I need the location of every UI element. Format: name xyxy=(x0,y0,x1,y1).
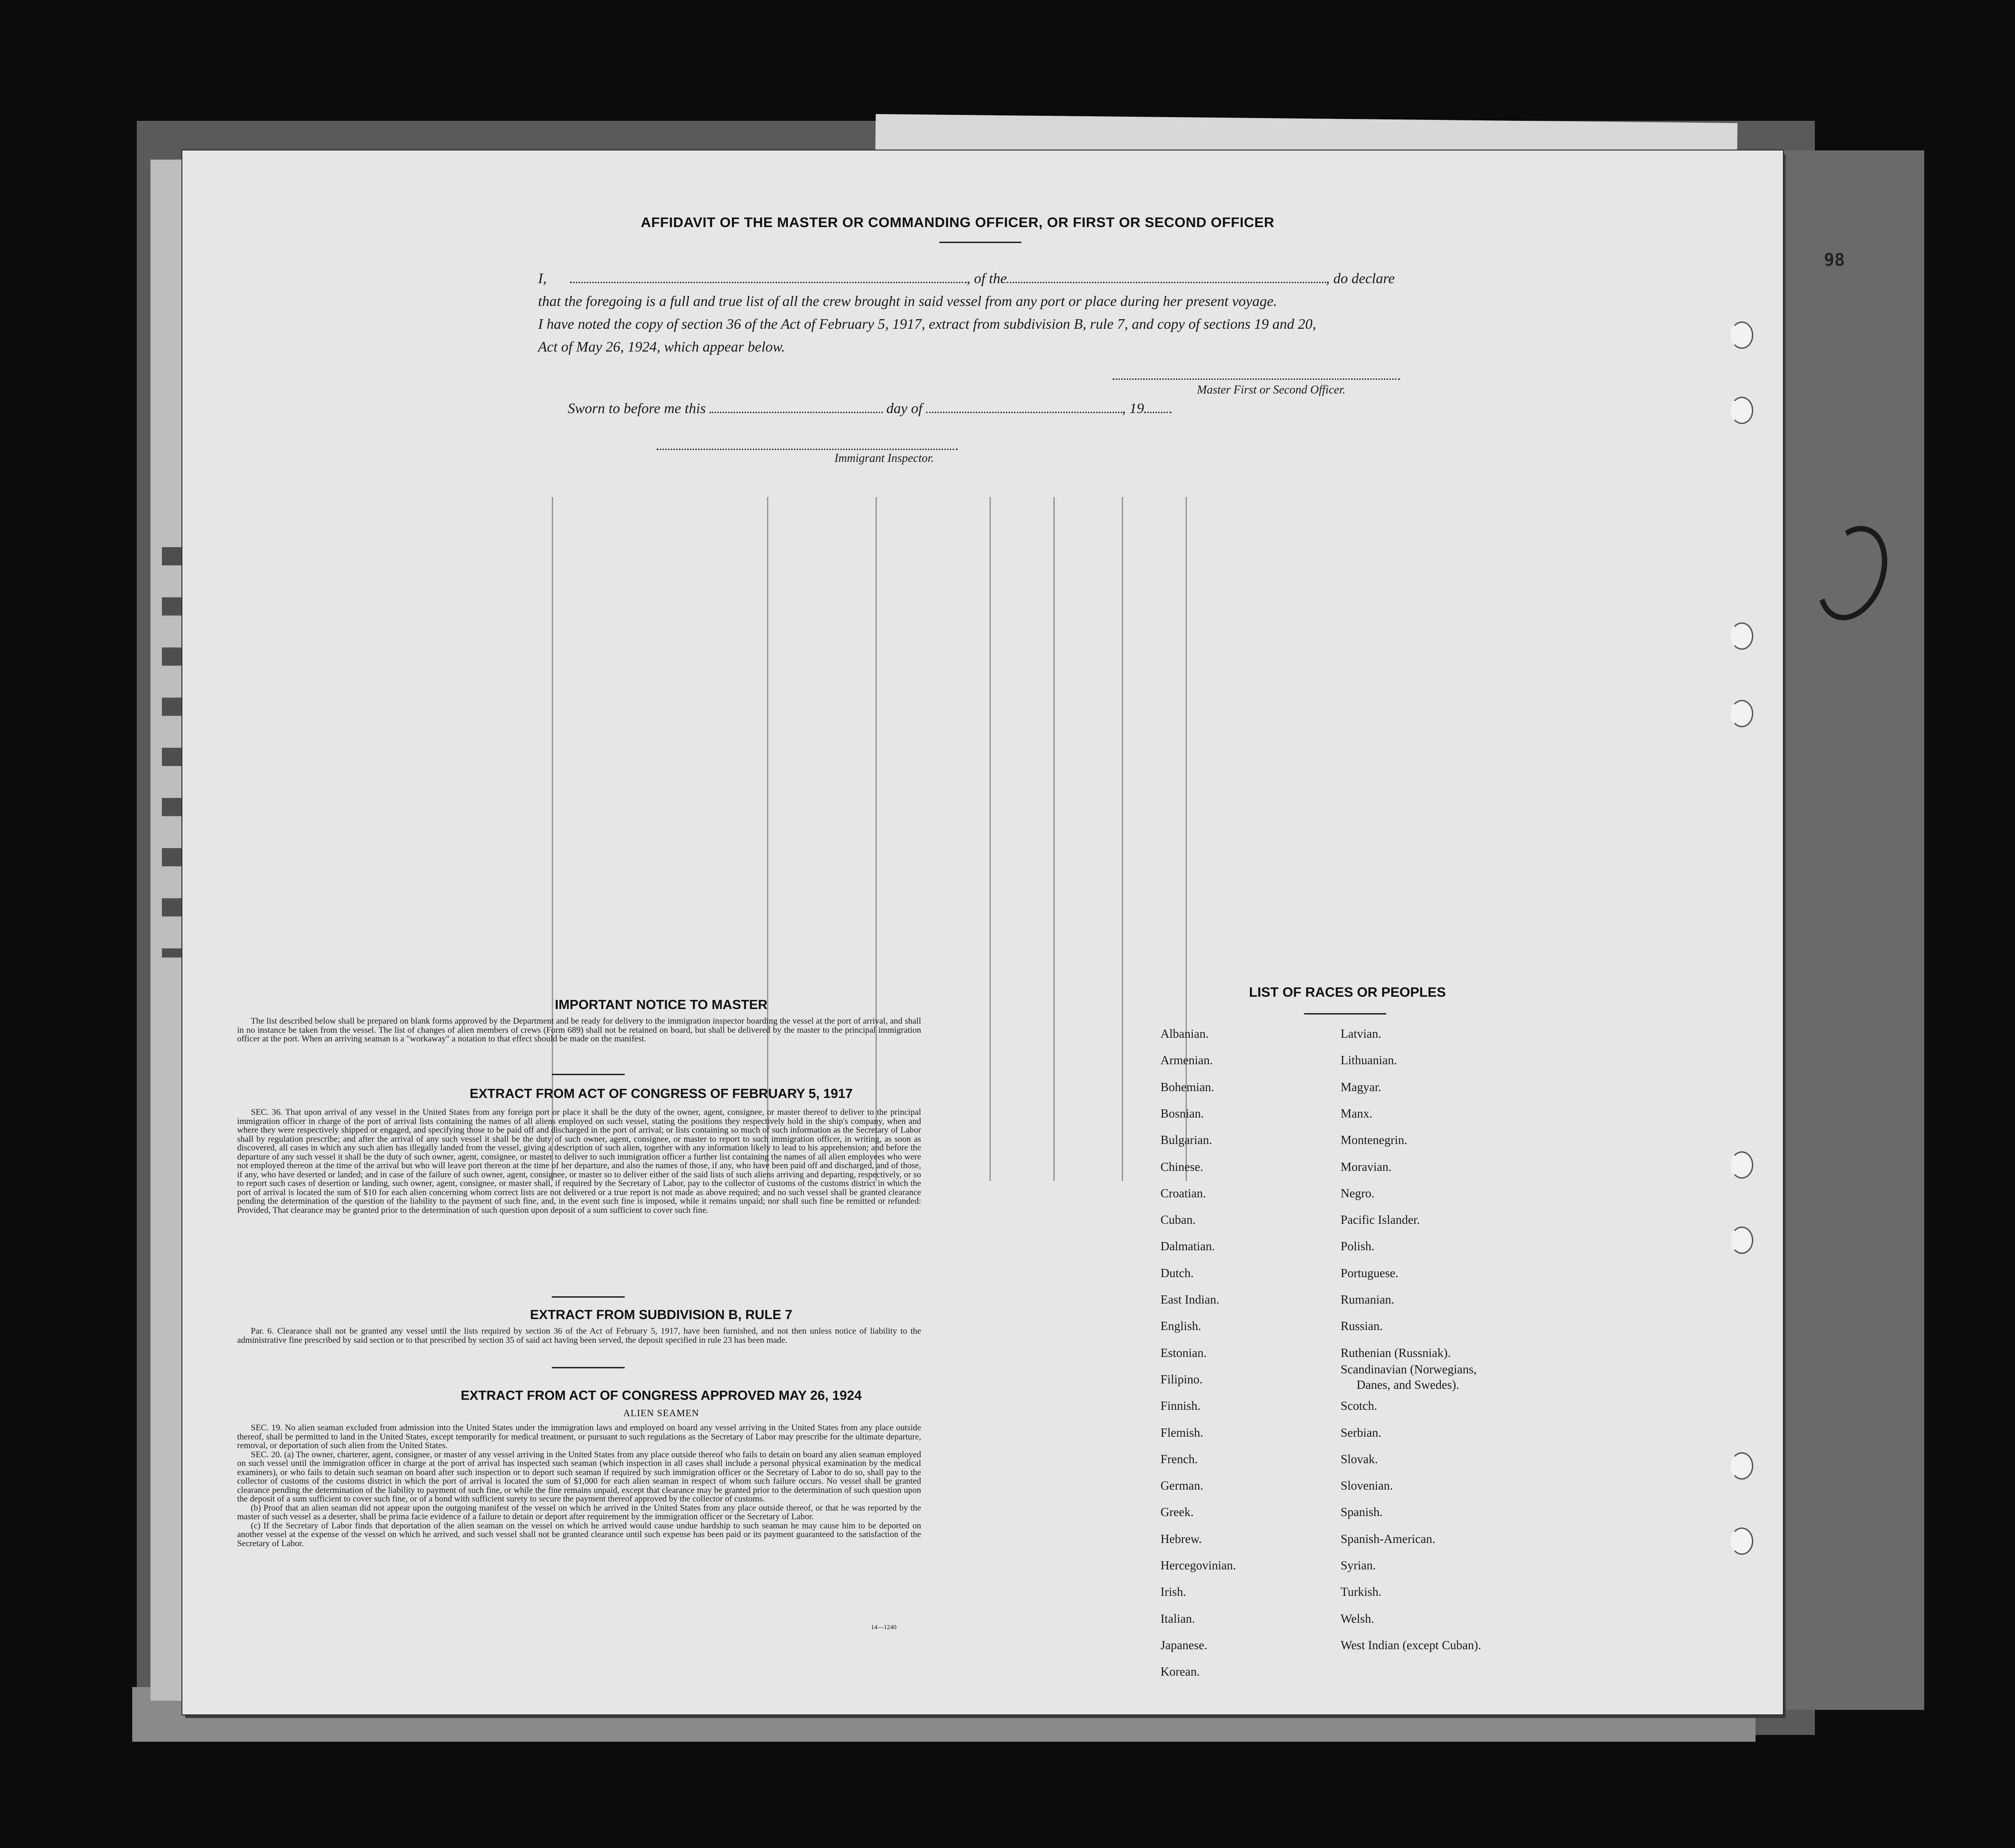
sworn-month-blank[interactable] xyxy=(926,401,1122,413)
affidavit-of-the-label: , of the xyxy=(967,270,1007,286)
binder-hole xyxy=(1730,397,1753,424)
extract-1917-title: EXTRACT FROM ACT OF CONGRESS OF FEBRUARY 5, 1917 xyxy=(469,1087,853,1101)
ghost-column-line xyxy=(1186,497,1187,1181)
race-item: Filipino. xyxy=(1160,1372,1203,1386)
extract-1924-title: EXTRACT FROM ACT OF CONGRESS APPROVED MAY 26, 1924 xyxy=(461,1388,862,1403)
section-36-text: SEC. 36. That upon arrival of any vessel in the United States from any foreign port or place it shall be the duty of the owner, agent, consignee, or master thereof to deliver to the principal immigration officer in charge of the port of arrival lists containing the names of all aliens employed on such vessel, stating the positions they respectively hold in the ship's company, when and where they were respectively shipped or engaged, and specifying those to be paid off and discharged in the port of arrival; or lists containing so much of such information as the Secretary of Labor shall by regulation prescribe; and after the arrival of any such vessel it shall be the duty of such owner, agent, consignee, or master to report to such immigration officer, in writing, as soon as discovered, all cases in which any such alien has illegally landed from the vessel, giving a description of such alien, together with any information likely to lead to his apprehension; and before the departure of any such vessel it shall be the duty of such owner, agent, consignee, or master to deliver to such immigration officer a further list containing the names of all alien employees who were not employed thereon at the time of the arrival but who will leave port thereon at the time of her departure, and also the names of those, if any, who have been paid off and discharged, and of those, if any, who have deserted or landed; and in case of the failure of such owner, agent, consignee, or master so to deliver either of the said lists of such aliens arriving and departing, respectively, or so to report such cases of desertion or landing, such owner, agent, consignee, or master shall, if required by the Secretary of Labor, pay to the collector of customs of the customs district in which the port of arrival is located the sum of $10 for each alien concerning whom correct lists are not delivered or a true report is not made as above required; and no such vessel shall be granted clearance pending the determination of the question of the liability to the payment of such fine, and, in the event such fine is imposed, while it remains unpaid; nor shall such fine be remitted or refunded: Provided, That clearance may be granted prior to the determination of such question upon deposit of a sum sufficient to cover such fine. xyxy=(237,1108,921,1215)
race-item: Irish. xyxy=(1160,1585,1186,1599)
sworn-year-blank[interactable] xyxy=(1144,401,1171,413)
affidavit-declare-label: , do declare xyxy=(1326,270,1395,286)
race-item: English. xyxy=(1160,1319,1202,1333)
race-item: Bosnian. xyxy=(1160,1106,1204,1120)
race-item: Albanian. xyxy=(1160,1027,1209,1040)
race-item: Finnish. xyxy=(1160,1399,1201,1413)
section-divider xyxy=(552,1074,625,1075)
race-item: Latvian. xyxy=(1341,1027,1382,1040)
binder-hole xyxy=(1730,1227,1753,1254)
affidavit-line-4: Act of May 26, 1924, which appear below. xyxy=(538,338,785,355)
race-item: Pacific Islander. xyxy=(1341,1213,1420,1227)
extract-1924-body xyxy=(237,1424,921,1548)
race-item: Danes, and Swedes). xyxy=(1357,1377,1459,1392)
races-title: LIST OF RACES OR PEOPLES xyxy=(1249,985,1446,1000)
race-item: Turkish. xyxy=(1341,1585,1382,1599)
affidavit-i-label: I, xyxy=(538,270,547,286)
race-item: Bohemian. xyxy=(1160,1080,1214,1094)
race-item: Cuban. xyxy=(1160,1213,1196,1227)
race-item: Hercegovinian. xyxy=(1160,1558,1236,1572)
race-item: Rumanian. xyxy=(1341,1293,1394,1306)
race-item: Portuguese. xyxy=(1341,1266,1399,1280)
section-divider xyxy=(552,1296,625,1298)
section-19-text: SEC. 19. No alien seaman excluded from admission into the United States under the immigration laws and employed on board any vessel arriving in the United States from any place outside thereof, shall be permitted to land in the United States, except temporarily for medical treatment, or pursuant to such regulations as the Secretary of Labor may prescribe for the ultimate departure, removal, or deportation of such alien from the United States. xyxy=(237,1423,921,1450)
race-item: Dutch. xyxy=(1160,1266,1194,1280)
affidavit-line-3: I have noted the copy of section 36 of the Act of February 5, 1917, extract from subdivision B, rule 7, and copy of sections 19 and 20, xyxy=(538,316,1316,332)
race-item: Slovak. xyxy=(1341,1452,1378,1466)
form-number: 14—1240 xyxy=(871,1624,896,1631)
race-item: Armenian. xyxy=(1160,1053,1213,1067)
binder-hole xyxy=(1730,1527,1753,1555)
signature-label: Master First or Second Officer. xyxy=(1197,383,1346,396)
race-item: East Indian. xyxy=(1160,1293,1219,1306)
race-item: Montenegrin. xyxy=(1341,1133,1408,1147)
race-item: German. xyxy=(1160,1479,1203,1493)
race-item: Flemish. xyxy=(1160,1425,1203,1439)
race-item: Slovenian. xyxy=(1341,1479,1393,1493)
race-item: Serbian. xyxy=(1341,1425,1382,1439)
ghost-column-line xyxy=(875,497,877,1181)
race-item: Korean. xyxy=(1160,1665,1200,1679)
race-item: Moravian. xyxy=(1341,1160,1392,1174)
race-item: Negro. xyxy=(1341,1186,1375,1200)
race-item: Spanish. xyxy=(1341,1505,1383,1519)
sworn-prefix: Sworn to before me this xyxy=(568,400,706,416)
races-divider xyxy=(1304,1013,1386,1015)
race-item: Scotch. xyxy=(1341,1399,1378,1413)
binder-hole xyxy=(1730,321,1753,349)
binder-hole xyxy=(1730,1452,1753,1480)
race-item: Scandinavian (Norwegians, xyxy=(1341,1362,1477,1376)
paragraph-6-text: Par. 6. Clearance shall not be granted any vessel until the lists required by section 36 of the Act of February 5, 1917, have been furnished, and not then unless notice of liability to the administrative fine prescribed by said section or to that prescribed by section 35 of said act having been served, the deposit specified in rule 23 has been made. xyxy=(237,1326,921,1345)
race-item: Syrian. xyxy=(1341,1558,1376,1572)
notice-text: The list described below shall be prepared on blank forms approved by the Department and be ready for delivery to the immigration inspector boarding the vessel at the port of arrival, and shall in no instance be taken from the vessel. The list of changes of alien members of crews (Form 689) shall not be retained on board, but shall be delivered by the master to the principal immigration officer at the port. When an arriving seaman is a "workaway" a notation to that effect should be made on the manifest. xyxy=(237,1016,921,1044)
race-item: Estonian. xyxy=(1160,1346,1207,1360)
affidavit-line-2: that the foregoing is a full and true list of all the crew brought in said vessel from any port or place during her present voyage. xyxy=(538,293,1277,309)
alien-seamen-subtitle: ALIEN SEAMEN xyxy=(623,1408,699,1418)
inspector-signature-blank[interactable] xyxy=(657,438,958,450)
extract-rule7-title: EXTRACT FROM SUBDIVISION B, RULE 7 xyxy=(530,1308,793,1322)
race-item: Italian. xyxy=(1160,1611,1195,1625)
ghost-column-line xyxy=(1122,497,1123,1181)
race-item: Magyar. xyxy=(1341,1080,1382,1094)
race-item: Japanese. xyxy=(1160,1638,1207,1652)
sworn-date-blank[interactable] xyxy=(710,401,883,413)
section-20b-text: (b) Proof that an alien seaman did not appear upon the outgoing manifest of the vessel on which he arrived in the United States from any place outside thereof, or that he was reported by the master of such vessel as a deserter, shall be prima facie evidence of a failure to detain or deport after requirement by the immigration officer or the Secretary of Labor. xyxy=(237,1503,921,1522)
binder-hole xyxy=(1730,700,1753,727)
sworn-year-prefix: , 19 xyxy=(1122,400,1144,416)
race-item: Greek. xyxy=(1160,1505,1194,1519)
vessel-blank[interactable] xyxy=(1007,271,1326,283)
race-item: Welsh. xyxy=(1341,1611,1374,1625)
race-item: Spanish-American. xyxy=(1341,1532,1435,1546)
race-item: West Indian (except Cuban). xyxy=(1341,1638,1481,1652)
affidavit-line-1 xyxy=(538,267,1450,290)
binder-hole xyxy=(1730,622,1753,650)
affidavit-title: AFFIDAVIT OF THE MASTER OR COMMANDING OFFICER, OR FIRST OR SECOND OFFICER xyxy=(641,214,1274,230)
section-20c-text: (c) If the Secretary of Labor finds that deportation of the alien seaman on the vessel on which he arrived would cause undue hardship to such seaman he may cause him to be deported on another vessel at the expense of the vessel on which he arrived, and such vessel shall not be granted clearance until such expense has been paid or its payment guaranteed to the satisfaction of the Secretary of Labor. xyxy=(237,1521,921,1548)
notice-title: IMPORTANT NOTICE TO MASTER xyxy=(554,998,768,1012)
sworn-day-of: day of xyxy=(886,400,922,416)
race-item: French. xyxy=(1160,1452,1198,1466)
ghost-column-line xyxy=(989,497,991,1181)
inspector-label: Immigrant Inspector. xyxy=(834,451,934,465)
notice-body xyxy=(237,1017,921,1044)
page-number: 98 xyxy=(1824,250,1845,270)
ghost-column-line xyxy=(552,497,553,1181)
race-item: Hebrew. xyxy=(1160,1532,1202,1546)
ghost-column-line xyxy=(1053,497,1055,1181)
binder-hole xyxy=(1730,1151,1753,1179)
section-20a-text: SEC. 20. (a) The owner, charterer, agent, consignee, or master of any vessel arriving in the United States from any place outside thereof who fails to detain on board any alien seaman employed on such vessel until the immigration officer in charge at the port of arrival has inspected such seaman (which inspection in all cases shall include a personal physical examination by the medical examiners), or who fails to detain such seaman on board after such inspection or to deport such seaman if required by such immigration officer or the Secretary of Labor to do so, shall pay to the collector of customs of the customs district in which the port of arrival is located the sum of $1,000 for each alien seaman in respect of whom such failure occurs. No vessel shall be granted clearance pending the determination of the liability to payment of such fine, or while the fine remains unpaid, except that clearance may be granted prior to the determination of such question upon the deposit of a sum sufficient to cover such fine, or of a bond with sufficient surety to secure the payment thereof approved by the collector of customs. xyxy=(237,1449,921,1504)
race-item: Bulgarian. xyxy=(1160,1133,1212,1147)
race-item: Manx. xyxy=(1341,1106,1373,1120)
name-blank[interactable] xyxy=(570,271,967,283)
race-item: Dalmatian. xyxy=(1160,1239,1215,1253)
master-signature-blank[interactable] xyxy=(1113,368,1400,380)
section-divider xyxy=(552,1367,625,1368)
race-item: Lithuanian. xyxy=(1341,1053,1397,1067)
race-item: Croatian. xyxy=(1160,1186,1206,1200)
ghost-column-line xyxy=(767,497,768,1181)
sworn-line xyxy=(568,397,1480,419)
extract-rule7-body xyxy=(237,1327,921,1345)
race-item: Ruthenian (Russniak). xyxy=(1341,1346,1451,1360)
extract-1917-body xyxy=(237,1108,921,1215)
race-item: Russian. xyxy=(1341,1319,1383,1333)
race-item: Polish. xyxy=(1341,1239,1375,1253)
race-item: Chinese. xyxy=(1160,1160,1203,1174)
title-divider xyxy=(939,242,1021,243)
